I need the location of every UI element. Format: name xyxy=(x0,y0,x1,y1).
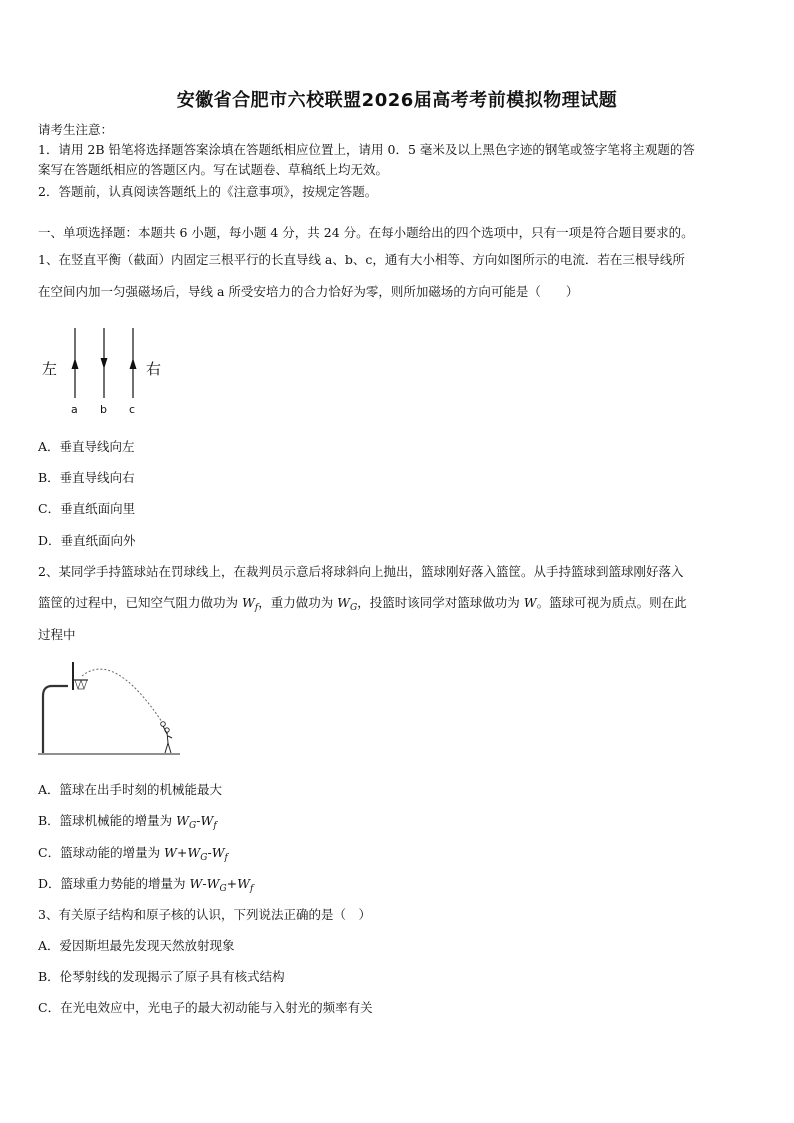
q1-stem-line-1: 1、在竖直平衡（截面）内固定三根平行的长直导线 a、b、c，通有大小相等、方向如图所示的电流．若在三根导线所 xyxy=(38,252,685,267)
player-body xyxy=(163,726,172,753)
hoop-net xyxy=(75,680,87,689)
q1-wire-figure xyxy=(36,326,176,422)
q2-stem-line-3: 过程中 xyxy=(38,627,76,642)
wire-label-b: b xyxy=(100,403,107,416)
wire-b-arrow-icon xyxy=(101,358,108,369)
q3-option-b: B．伦琴射线的发现揭示了原子具有核式结构 xyxy=(38,969,285,984)
right-label: 右 xyxy=(146,360,162,378)
notice-heading: 请考生注意： xyxy=(38,122,114,137)
section-1-header: 一、单项选择题：本题共 6 小题，每小题 4 分，共 24 分。在每小题给出的四个选项中，只有一项是符合题目要求的。 xyxy=(38,225,694,240)
q3-option-a: A．爱因斯坦最先发现天然放射现象 xyxy=(38,938,235,953)
notice-item-1-line-2: 案写在答题纸相应的答题区内。写在试题卷、草稿纸上均无效。 xyxy=(38,162,389,177)
wire-c-arrow-icon xyxy=(130,358,137,369)
wire-label-a: a xyxy=(71,403,78,416)
basketball-figure xyxy=(34,656,184,760)
q2-option-a: A．篮球在出手时刻的机械能最大 xyxy=(38,782,223,797)
wire-a-arrow-icon xyxy=(72,358,79,369)
notice-item-2: 2．答题前，认真阅读答题纸上的《注意事项》，按规定答题。 xyxy=(38,184,378,199)
q1-option-c: C．垂直纸面向里 xyxy=(38,501,136,516)
q1-option-d: D．垂直纸面向外 xyxy=(38,533,136,548)
q2-stem-line-1: 2、某同学手持篮球站在罚球线上，在裁判员示意后将球斜向上抛出，篮球刚好落入篮筐。从手持篮球到篮球刚好落入 xyxy=(38,564,684,579)
page-title: 安徽省合肥市六校联盟2026届高考考前模拟物理试题 xyxy=(176,90,618,111)
q2-option-c: C．篮球动能的增量为 $W+W_G-W_f$ xyxy=(38,845,228,863)
hoop-pole xyxy=(43,686,68,753)
q3-option-c: C．在光电效应中，光电子的最大初动能与入射光的频率有关 xyxy=(38,1000,373,1015)
notice-item-1-line-1: 1．请用 2B 铅笔将选择题答案涂填在答题纸相应位置上，请用 0．5 毫米及以上黑色字迹的钢笔或签字笔将主观题的答 xyxy=(38,142,695,157)
left-label: 左 xyxy=(42,360,58,378)
q2-option-b: B．篮球机械能的增量为 $W_G-W_f$ xyxy=(38,813,217,831)
wire-label-c: c xyxy=(129,403,136,416)
q2-stem-line-2: 篮筐的过程中，已知空气阻力做功为 $W_f$，重力做功为 $W_G$，投篮时该同学对篮球做功为 W。篮球可视为质点。则在此 xyxy=(38,595,687,613)
basketball-icon xyxy=(161,722,166,727)
q1-option-a: A．垂直导线向左 xyxy=(38,439,135,454)
q2-option-d: D．篮球重力势能的增量为 $W-W_G+W_f$ xyxy=(38,876,254,894)
q1-stem-line-2: 在空间内加一匀强磁场后，导线 a 所受安培力的合力恰好为零，则所加磁场的方向可能是（ ） xyxy=(38,284,579,299)
q1-option-b: B．垂直导线向右 xyxy=(38,470,135,485)
ball-trajectory xyxy=(82,669,162,722)
q3-stem: 3、有关原子结构和原子核的认识，下列说法正确的是（ ） xyxy=(38,907,371,922)
